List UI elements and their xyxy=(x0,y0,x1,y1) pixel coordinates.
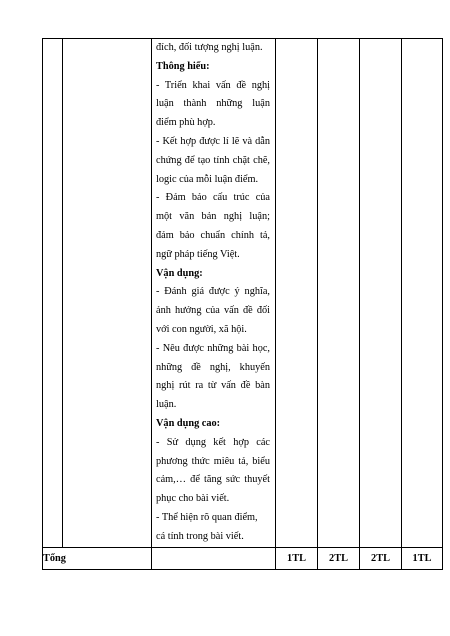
total-value-4: 1TL xyxy=(402,547,443,569)
matrix-table xyxy=(42,38,443,570)
total-row xyxy=(43,547,443,569)
description-line: luận thành những luận xyxy=(156,98,270,110)
description-line: - Đánh giá được ý nghĩa, xyxy=(156,286,270,298)
description-line: chứng để tạo tính chặt chẽ, xyxy=(156,154,270,166)
description-line: cảm,… để tăng sức thuyết xyxy=(156,474,270,486)
content-row xyxy=(43,39,443,548)
description-line: - Sử dụng kết hợp các xyxy=(156,436,270,448)
description-cell xyxy=(152,39,276,548)
description-line: cá tính trong bài viết. xyxy=(156,530,244,542)
description-line: phục cho bài viết. xyxy=(156,493,230,505)
section-heading: Vận dụng: xyxy=(156,267,203,279)
total-value-2: 2TL xyxy=(318,547,360,569)
description-line: những đề nghị, khuyến xyxy=(156,361,270,373)
level-cell-1 xyxy=(276,39,318,548)
description-line: điểm phù hợp. xyxy=(156,117,216,129)
section-heading: Thông hiểu: xyxy=(156,60,210,72)
section-heading: Vận dụng cao: xyxy=(156,417,221,429)
description-text xyxy=(152,39,275,547)
total-value-3: 2TL xyxy=(360,547,402,569)
description-line: ảnh hưởng của vấn đề đối xyxy=(156,305,270,317)
description-line: - Nêu được những bài học, xyxy=(156,342,270,354)
description-line: ngữ pháp tiếng Việt. xyxy=(156,248,240,260)
total-value-1: 1TL xyxy=(276,547,318,569)
description-line: - Thể hiện rõ quan điểm, xyxy=(156,511,258,523)
description-line: phương thức miêu tả, biểu xyxy=(156,455,270,467)
description-line: đích, đối tượng nghị luận. xyxy=(156,42,263,53)
description-line: nghị rút ra từ vấn đề bàn xyxy=(156,380,270,392)
description-line: - Đảm bảo cấu trúc của xyxy=(156,192,270,204)
description-line: - Triển khai vấn đề nghị xyxy=(156,79,270,91)
description-line: đảm bảo chuẩn chính tả, xyxy=(156,229,270,241)
total-empty-cell xyxy=(152,547,276,569)
description-line: một văn bản nghị luận; xyxy=(156,211,270,223)
description-line: với con người, xã hội. xyxy=(156,323,247,335)
level-cell-3 xyxy=(360,39,402,548)
description-line: logic của mỗi luận điểm. xyxy=(156,173,259,185)
index-cell xyxy=(43,39,63,548)
description-line: - Kết hợp được lí lẽ và dẫn xyxy=(156,135,270,147)
level-cell-4 xyxy=(402,39,443,548)
level-cell-2 xyxy=(318,39,360,548)
total-label: Tổng xyxy=(43,547,152,569)
unit-cell xyxy=(63,39,152,548)
description-line: luận. xyxy=(156,399,177,411)
